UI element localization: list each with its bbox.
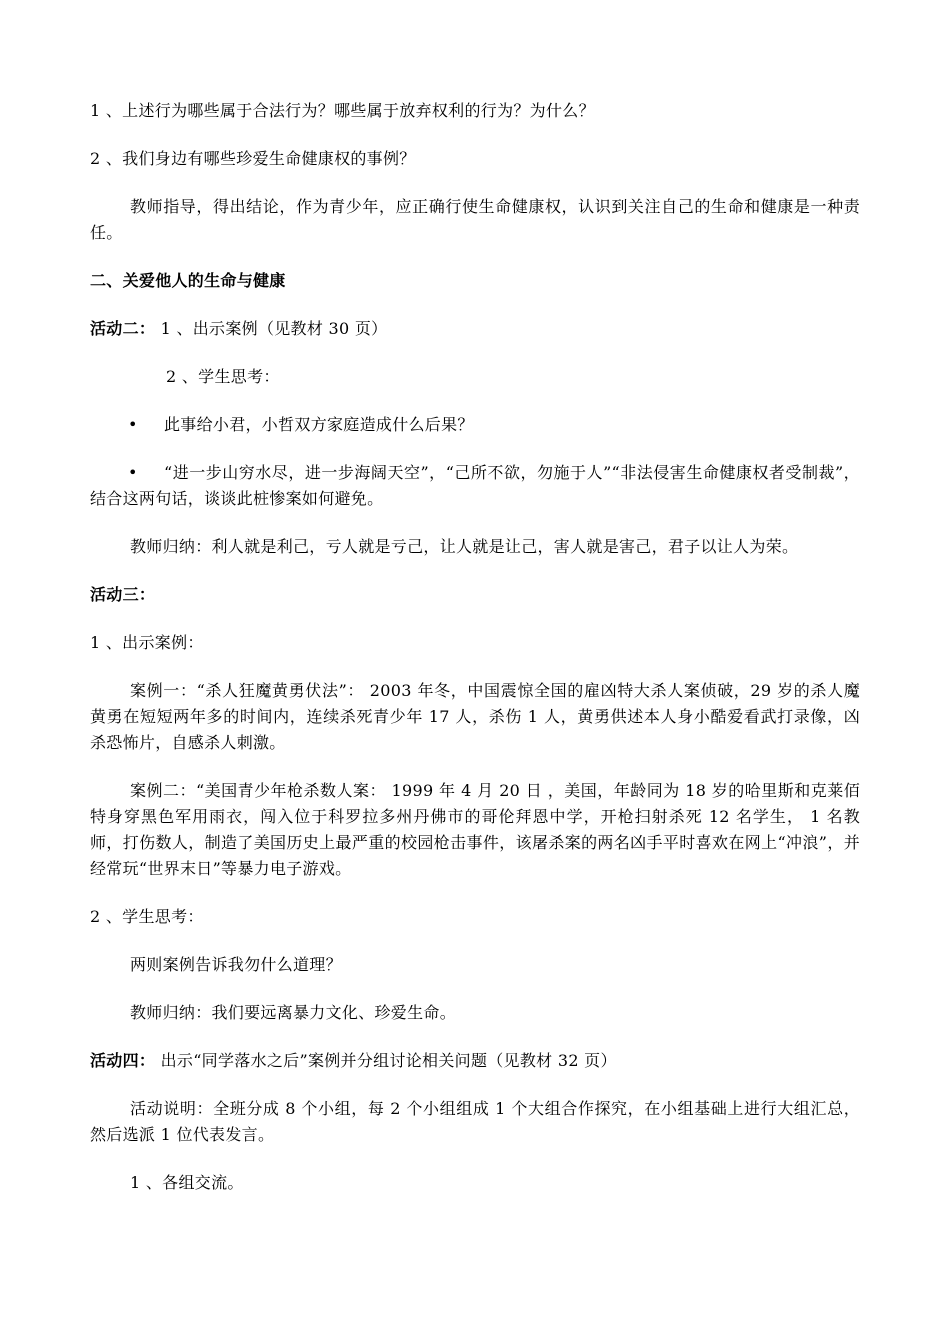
- bullet-text-2: “进一步山穷水尽，进一步海阔天空”，“己所不欲，勿施于人”“非法侵害生命健康权者受制裁”，结合这两句话，谈谈此桩惨案如何避免。: [90, 463, 860, 508]
- activity-4-step-1: 1 、各组交流。: [130, 1173, 244, 1192]
- document-page: [90, 98, 860, 1218]
- case-1: 案例一：“杀人狂魔黄勇伏法”： 2003 年冬，中国震惊全国的雇凶特大杀人案侦破，29 岁的杀人魔黄勇在短短两年多的时间内，连续杀死青少年 17 人，杀伤 1 人，黄勇供述本人身小酷爱看武打录像，凶杀恐怖片，自感杀人刺激。: [90, 681, 860, 752]
- bullet-text-1: 此事给小君，小哲双方家庭造成什么后果？: [164, 415, 474, 434]
- bullet-icon: •: [128, 463, 138, 482]
- teacher-summary-2: 教师归纳：我们要远离暴力文化、珍爱生命。: [130, 1003, 457, 1022]
- activity-3-step-2: 2 、学生思考：: [90, 907, 204, 926]
- activity-3-question: 两则案例告诉我勿什么道理？: [130, 955, 342, 974]
- section-heading: 二、关爱他人的生命与健康: [90, 271, 286, 290]
- activity-4: [90, 1048, 860, 1074]
- teacher-summary-1: 教师归纳：利人就是利己，亏人就是亏己，让人就是让己，害人就是害己，君子以让人为荣。: [130, 537, 799, 556]
- question-2: 2 、我们身边有哪些珍爱生命健康权的事例？: [90, 149, 416, 168]
- teacher-guidance: 教师指导，得出结论，作为青少年，应正确行使生命健康权，认识到关注自己的生命和健康是一种责任。: [90, 197, 860, 242]
- activity-4-label: 活动四：: [90, 1051, 156, 1070]
- activity-4-description: 活动说明：全班分成 8 个小组，每 2 个小组组成 1 个大组合作探究，在小组基础上进行大组汇总，然后选派 1 位代表发言。: [90, 1099, 860, 1144]
- activity-2: [90, 316, 860, 342]
- bullet-item-2: [90, 460, 860, 512]
- activity-2-step-2: 2 、学生思考：: [166, 367, 280, 386]
- case-2: 案例二：“美国青少年枪杀数人案： 1999 年 4 月 20 日 ，美国，年龄同为 18 岁的哈里斯和克莱佰特身穿黑色军用雨衣，闯入位于科罗拉多州丹佛市的哥伦拜恩中学，开枪扫射杀死 12 名学生， 1 名教师，打伤数人，制造了美国历史上最严重的校园枪击事件，该屠杀案的两名凶手平时喜欢在网上“冲浪”，并经常玩“世界末日”等暴力电子游戏。: [90, 781, 860, 878]
- activity-4-text: 出示“同学落水之后”案例并分组讨论相关问题（见教材 32 页）: [155, 1051, 617, 1070]
- question-1: 1 、上述行为哪些属于合法行为？哪些属于放弃权利的行为？为什么？: [90, 101, 595, 120]
- activity-3-label: 活动三：: [90, 585, 156, 604]
- activity-3-step-1: 1 、出示案例：: [90, 633, 204, 652]
- bullet-icon: •: [128, 415, 138, 434]
- activity-2-label: 活动二：: [90, 319, 156, 338]
- bullet-item-1: [90, 412, 860, 438]
- activity-2-text: 1 、出示案例（见教材 30 页）: [155, 319, 388, 338]
